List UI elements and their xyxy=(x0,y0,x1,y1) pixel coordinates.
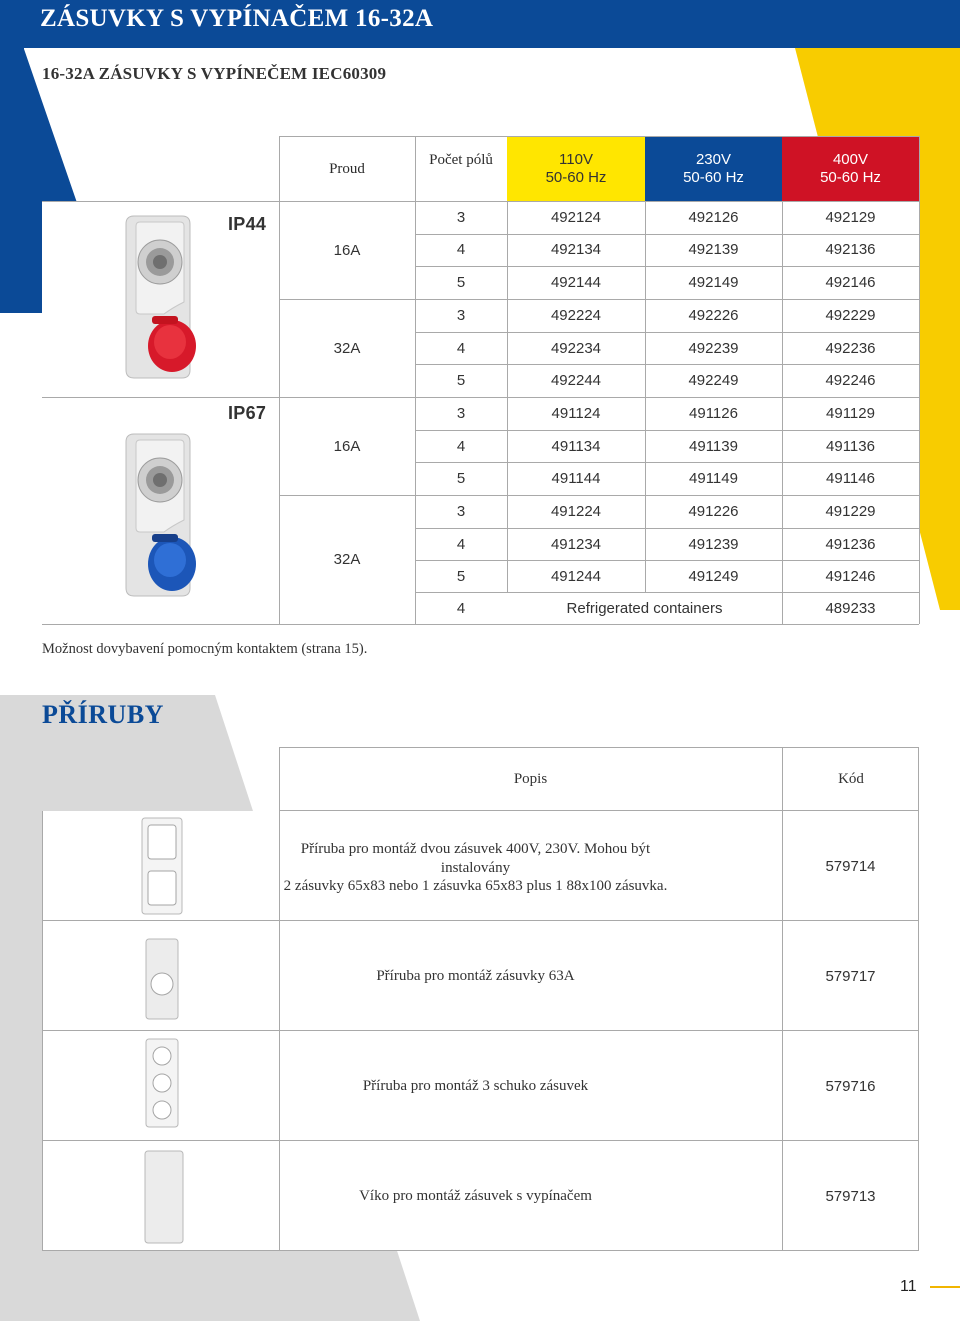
flange-63a-image xyxy=(140,936,184,1022)
grid-line xyxy=(415,592,919,593)
poles-cell: 4 xyxy=(456,437,466,455)
header-230v-frequency: 50-60 Hz xyxy=(683,168,744,186)
flange-2-sockets-image xyxy=(136,815,188,917)
flange-description-line: 2 zásuvky 65x83 nebo 1 zásuvka 65x83 plus 1 88x100 zásuvka. xyxy=(283,878,668,894)
poles-cell: 5 xyxy=(456,274,466,292)
poles-cell: 5 xyxy=(456,568,466,586)
product-code-cell: 491124 xyxy=(551,404,601,422)
header-pocet-polu xyxy=(415,136,507,186)
ip67-socket-image xyxy=(112,428,204,598)
product-code-cell: 492134 xyxy=(550,241,602,259)
amp-32a-ip44: 32A xyxy=(333,339,361,357)
product-code-cell: 492229 xyxy=(825,306,876,324)
grid-line xyxy=(507,201,508,592)
product-code-cell: 492236 xyxy=(825,339,876,357)
product-code-cell: 492126 xyxy=(688,208,739,226)
flange-code: 579717 xyxy=(825,968,876,985)
flange-description-line: Příruba pro montáž zásuvky 63A xyxy=(376,968,575,984)
flange-description xyxy=(279,967,672,986)
flange-header-popis: Popis xyxy=(513,770,548,787)
poles-cell: 3 xyxy=(456,502,466,520)
grid-line xyxy=(279,136,280,201)
product-code-cell: 492124 xyxy=(550,208,602,226)
product-code-cell: 491246 xyxy=(825,568,876,586)
page-subtitle: 16-32A ZÁSUVKY S VYPÍNEČEM IEC60309 xyxy=(42,64,387,83)
flange-description xyxy=(279,1077,672,1096)
page-number-accent-line xyxy=(930,1286,960,1288)
flange-cover-image xyxy=(140,1148,188,1246)
header-pocet-polu-label: Počet pólů xyxy=(429,152,493,168)
product-code-cell: 492149 xyxy=(688,274,739,292)
header-400v-frequency: 50-60 Hz xyxy=(820,168,881,186)
amp-16a-ip44: 16A xyxy=(333,241,361,259)
flange-description-line: Víko pro montáž zásuvek s vypínačem xyxy=(359,1188,592,1204)
product-code-cell: 491249 xyxy=(688,568,739,586)
grid-line xyxy=(782,201,783,624)
table-footnote: Možnost dovybavení pomocným kontaktem (strana 15). xyxy=(42,641,368,657)
product-code-cell: 491139 xyxy=(689,437,738,455)
product-code-cell: 492139 xyxy=(688,241,739,259)
grid-line xyxy=(415,266,919,267)
product-code-cell: 492234 xyxy=(550,339,602,357)
product-code-cell: 491129 xyxy=(826,404,875,422)
grid-line xyxy=(645,201,646,592)
special-row-description: Refrigerated containers xyxy=(566,599,723,617)
grid-line xyxy=(919,136,920,201)
product-code-cell: 492136 xyxy=(825,241,876,259)
poles-cell: 3 xyxy=(456,208,466,226)
grid-line xyxy=(415,430,919,431)
poles-cell: 5 xyxy=(456,470,466,488)
product-code-cell: 492129 xyxy=(825,208,876,226)
grid-line xyxy=(415,201,416,624)
grid-line xyxy=(415,462,919,463)
poles-cell: 3 xyxy=(456,306,466,324)
header-400v xyxy=(782,136,919,201)
flange-header-kod: Kód xyxy=(782,747,919,811)
grid-line xyxy=(42,397,919,398)
flange-code: 579716 xyxy=(825,1078,876,1095)
grid-line xyxy=(42,201,919,202)
product-code-cell: 492226 xyxy=(688,306,739,324)
product-code-cell: 491236 xyxy=(825,535,876,553)
product-code-cell: 491239 xyxy=(688,535,739,553)
page-number: 11 xyxy=(900,1278,917,1295)
product-code-cell: 491149 xyxy=(689,470,738,488)
header-proud xyxy=(279,136,415,201)
product-code-cell: 491234 xyxy=(550,535,602,553)
section-title-flanges: PŘÍRUBY xyxy=(42,700,164,729)
grid-line xyxy=(279,201,280,624)
header-230v xyxy=(645,136,782,201)
amp-32a-ip67: 32A xyxy=(333,551,361,568)
flange-code: 579714 xyxy=(825,858,876,875)
page-title: ZÁSUVKY S VYPÍNAČEM 16-32A xyxy=(40,5,434,32)
flange-description xyxy=(279,1187,672,1206)
grid-line xyxy=(42,624,919,625)
header-proud-label: Proud xyxy=(329,160,365,177)
product-code-cell: 491134 xyxy=(551,437,601,455)
product-code-cell: 492244 xyxy=(550,372,602,390)
ip67-label: IP67 xyxy=(228,403,267,423)
product-code-cell: 491244 xyxy=(550,568,602,586)
product-code-cell: 492144 xyxy=(550,274,602,292)
amp-16a-ip67: 16A xyxy=(333,437,361,455)
product-code-cell: 491136 xyxy=(826,437,875,455)
header-230v-voltage: 230V xyxy=(695,150,732,168)
flange-code: 579713 xyxy=(825,1188,876,1205)
header-400v-voltage: 400V xyxy=(832,150,869,168)
poles-cell: 5 xyxy=(456,372,466,390)
flange-description-line: Příruba pro montáž dvou zásuvek 400V, 230V. Mohou být instalovány xyxy=(300,841,651,876)
special-row-poles: 4 xyxy=(456,599,466,617)
grid-line xyxy=(415,528,919,529)
special-row-code: 489233 xyxy=(825,599,876,617)
header-110v xyxy=(507,136,645,201)
ip44-socket-image xyxy=(112,210,204,380)
product-code-cell: 492249 xyxy=(688,372,739,390)
grid-line xyxy=(919,201,920,624)
product-code-cell: 492146 xyxy=(825,274,876,292)
ip44-label: IP44 xyxy=(228,214,267,234)
product-code-cell: 491224 xyxy=(550,502,602,520)
poles-cell: 4 xyxy=(456,535,466,553)
product-code-cell: 492246 xyxy=(825,372,876,390)
grid-line xyxy=(415,136,416,201)
poles-cell: 4 xyxy=(456,339,466,357)
product-code-cell: 492224 xyxy=(550,306,602,324)
grid-line xyxy=(415,364,919,365)
flange-description-line: Příruba pro montáž 3 schuko zásuvek xyxy=(362,1078,589,1094)
flange-description xyxy=(279,840,672,896)
poles-cell: 3 xyxy=(456,404,466,422)
header-110v-voltage: 110V xyxy=(559,150,593,168)
grid-line xyxy=(279,299,919,300)
product-code-cell: 491144 xyxy=(551,470,601,488)
product-code-cell: 491126 xyxy=(689,404,738,422)
grid-line xyxy=(415,234,919,235)
header-110v-frequency: 50-60 Hz xyxy=(545,168,607,186)
flange-3-schuko-image xyxy=(140,1036,184,1130)
grid-line xyxy=(279,495,919,496)
product-code-cell: 491226 xyxy=(688,502,739,520)
grid-line xyxy=(415,332,919,333)
product-code-cell: 492239 xyxy=(688,339,739,357)
poles-cell: 4 xyxy=(456,241,466,259)
product-code-cell: 491229 xyxy=(825,502,876,520)
grid-line xyxy=(415,560,919,561)
grid-line xyxy=(279,136,919,137)
product-code-cell: 491146 xyxy=(826,470,875,488)
